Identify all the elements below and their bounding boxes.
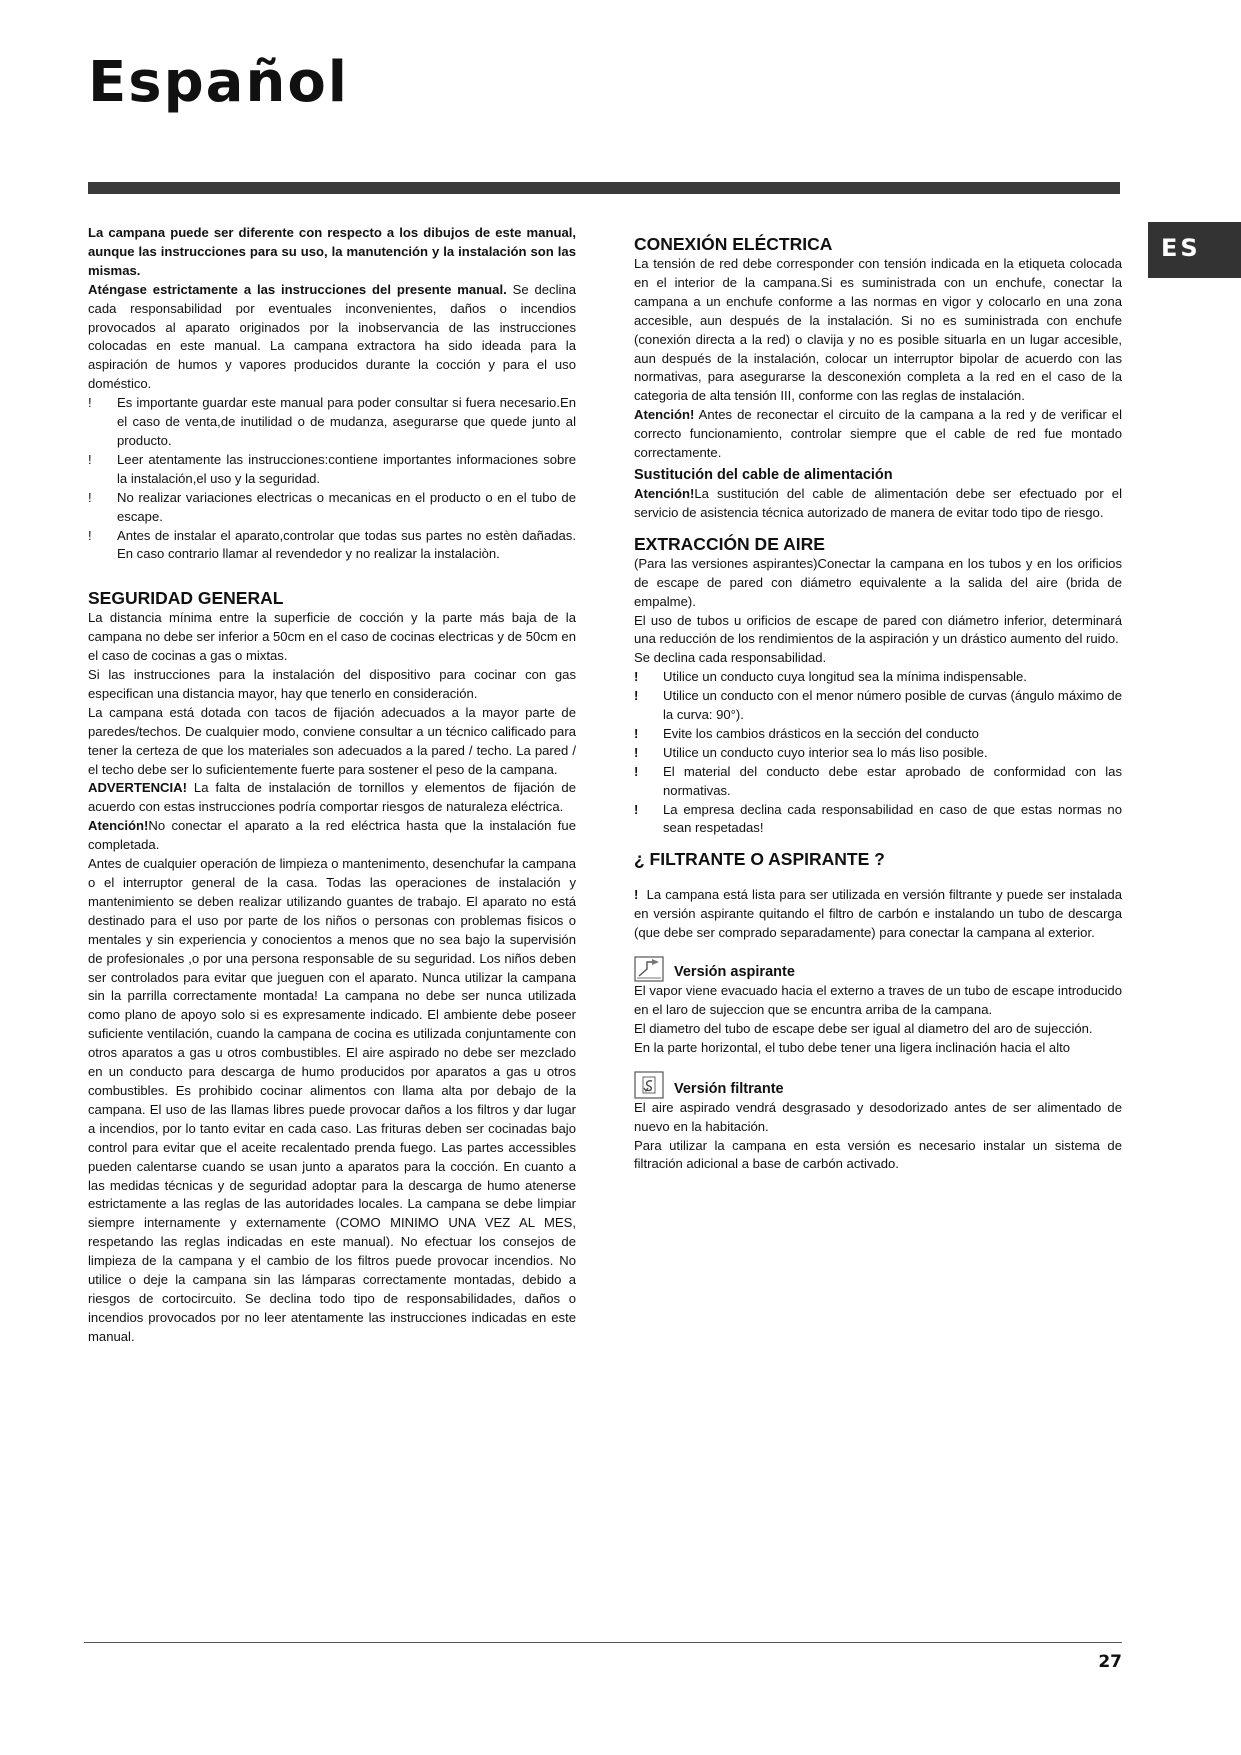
- duct-exhaust-icon: [634, 956, 664, 982]
- sub-heading-cable: Sustitución del cable de alimentación: [634, 466, 893, 483]
- filtrante-version-heading: Versión filtrante: [674, 1080, 784, 1097]
- seguridad-p2: Si las instrucciones para la instalación del dispositivo para cocinar con gas especifican una distancia mayor, hay que tenerlo en consideración.: [88, 667, 576, 701]
- seguridad-p3: La campana está dotada con tacos de fijación adecuados a la mayor parte de paredes/techos. De cualquier modo, conviene consultar a un técnico calificado para tener la certeza de que los materiales son adecuados a la pared / techo. La pared / el techo debe ser lo suficientemente fuerte para sostener el peso de la campana.: [88, 704, 576, 777]
- seguridad-p1: La distancia mínima entre la superficie de cocción y la parte más baja de la campana no debe ser inferior a 50cm en el caso de cocinas electricas y de 50cm en el caso de cocinas a gas o mixtas.: [88, 610, 576, 664]
- aspirante-p2: El diametro del tubo de escape debe ser igual al diametro del aro de sujección.: [634, 1020, 1093, 1036]
- aspirante-p1: El vapor viene evacuado hacia el externo a traves de un tubo de escape introducido en el laro de sujeccion que se encuntra arriba de la campana.: [634, 983, 1122, 1017]
- seguridad-p4: ADVERTENCIA! La falta de instalación de tornillos y elementos de fijación de acuerdo con estas instrucciones podría comportar riesgos de naturaleza eléctrica.: [88, 780, 576, 815]
- page-title: Español: [88, 50, 349, 115]
- header-divider: [88, 182, 1120, 194]
- extraccion-p2: El uso de tubos u orificios de escape de pared con diámetro inferior, determinará una reducción de los rendimientos de la aspiración y un drástico aumento del ruido.: [634, 612, 1122, 647]
- language-tab: ES: [1148, 222, 1241, 278]
- intro-notice: La campana puede ser diferente con respecto a los dibujos de este manual, aunque las instrucciones para su uso, la manutención y la instalación son las mismas.: [88, 225, 576, 278]
- section-heading-conexion: CONEXIÓN ELÉCTRICA: [634, 234, 833, 254]
- list-item: ! No realizar variaciones electricas o mecanicas en el producto o en el tubo de escape.: [88, 489, 576, 527]
- list-item: ! El material del conducto debe estar aprobado de conformidad con las normativas.: [634, 763, 1122, 801]
- list-item: ! Leer atentamente las instrucciones:contiene importantes informaciones sobre la instalación,el uso y la seguridad.: [88, 451, 576, 489]
- list-item: ! La empresa declina cada responsabilidad en caso de que estas normas no sean respetadas!: [634, 801, 1122, 839]
- filtrante-version-p2: Para utilizar la campana en esta versión es necesario instalar un sistema de filtración adicional a base de carbón activado.: [634, 1137, 1122, 1172]
- section-heading-filtrante: ¿ FILTRANTE O ASPIRANTE ?: [634, 849, 885, 870]
- intro-paragraph: Aténgase estrictamente a las instrucciones del presente manual. Se declina cada responsabilidad por eventuales inconvenientes, daños o incendios provocados al aparato originados por la inobservancia de las instrucciones colocadas en este manual. La campana extractora ha sido ideada para la aspiración de humos y vapores producidos durante la cocción y para el uso doméstico.: [88, 281, 576, 392]
- list-item: ! Utilice un conducto cuya longitud sea la mínima indispensable.: [634, 668, 1122, 687]
- list-item: ! Es importante guardar este manual para poder consultar si fuera necesario.En el caso de venta,de inutilidad o de mudanza, asegurarse que quede junto al producto.: [88, 394, 576, 451]
- seguridad-p5: Atención!No conectar el aparato a la red eléctrica hasta que la instalación fue completada.: [88, 818, 576, 853]
- list-item: ! Antes de instalar el aparato,controlar que todas sus partes no estèn dañadas. En caso contrario llamar al revendedor y no realizar la instalaciòn.: [88, 527, 576, 565]
- aspirante-heading: Versión aspirante: [674, 964, 795, 981]
- list-item: ! Utilice un conducto con el menor número posible de curvas (ángulo máximo de la curva: 90°).: [634, 687, 1122, 725]
- aspirante-header: [634, 956, 1122, 982]
- seguridad-p6: Antes de cualquier operación de limpieza o mantenimento, desenchufar la campana o el interruptor general de la casa. Todas las operaciones de instalación y mantenimiento se deben realizar utilizando guantes de trabajo. El aparato no está destinado para el uso por parte de los niños o personas con problemas fisicos o mentales y sin experiencia y conocientos a menos que no sea bajo la supervisión de profesionales ,o por una persona responsable de su seguridad. Los niños deben ser controlados para evitar que jueguen con el aparato. Nunca utilizar la campana sin la parrilla correctamente montada! La campana no debe ser nunca utilizada como plano de apoyo solo si es expresamente indicado. El ambiente debe poseer suficiente ventilación, cuando la campana de cocina es utilizada conjuntamente con otros aparatos a gas u otros combustibles. El aire aspirado no debe ser mezclado en un conducto para descarga de humo producidos por aparatos a gas u otros combustibles. Es prohibido cocinar alimentos con llama alta por debajo de la campana. El uso de las llamas libres puede provocar daños a los filtros y dar lugar a incendios, por lo tanto evitar en cada caso. Las frituras deben ser cocinadas bajo control para evitar que el aceite recalentado prenda fuego. Las partes accessibles pueden calentarse cuando se usan junto a aparatos para la cocción. En cuanto a las medidas técnicas y de seguridad adoptar para la descarga de humo atenerse estrictamente a las reglas de las autoridades locales. La campana se debe limpiar siempre internamente y externamente (COMO MINIMO UNA VEZ AL MES, respetando las reglas indicadas en este manual). No efectuar los consejos de limpieza de la campana y el cambio de los filtros puede provocar incendios. No utilice o deje la campana sin las lámparas correctamente montadas, debido a riesgos de cortocircuito. Se declina todo tipo de responsabilidades, daños o incendios provocados por no leer atentamente las instrucciones indicadas en este manual.: [88, 856, 576, 1344]
- recirculation-icon: [634, 1071, 664, 1099]
- extraccion-p1: (Para las versiones aspirantes)Conectar la campana en los tubos y en los orificios de escape de pared con diámetro equivalente a la salida del aire (brida de empalme).: [634, 555, 1122, 609]
- list-item: ! Utilice un conducto cuyo interior sea lo más liso posible.: [634, 744, 1122, 763]
- right-column: [634, 233, 1122, 1174]
- left-column: [88, 224, 576, 1347]
- filtrante-header: [634, 1071, 1122, 1099]
- aspirante-p3: En la parte horizontal, el tubo debe tener una ligera inclinación hacia el alto: [634, 1039, 1071, 1055]
- list-item: ! Evite los cambios drásticos en la sección del conducto: [634, 725, 1122, 744]
- extraccion-p3: Se declina cada responsabilidad.: [634, 650, 827, 666]
- footer-divider: [84, 1642, 1122, 1643]
- filtrante-p1: ! La campana está lista para ser utilizada en versión filtrante y puede ser instalada en versión aspirante quitando el filtro de carbón e instalando un tubo de descarga (que debe ser comprado separadamente) para conectar la campana al exterior.: [634, 887, 1122, 941]
- page-number: 27: [1098, 1652, 1122, 1672]
- section-heading-seguridad: SEGURIDAD GENERAL: [88, 588, 284, 609]
- conexion-p2: Atención! Antes de reconectar el circuito de la campana a la red y de verificar el correcto funcionamiento, controlar siempre que el cable de red fue montado correctamente.: [634, 407, 1122, 461]
- section-heading-extraccion: EXTRACCIÓN DE AIRE: [634, 533, 825, 554]
- extraccion-bullets: [634, 668, 1122, 838]
- intro-bullets: [88, 394, 576, 564]
- conexion-p1: La tensión de red debe corresponder con tensión indicada en la etiqueta colocada en el interior de la campana.Si es suministrada con un enchufe, conectar la campana a un enchufe conforme a las normas en vigor y colocarlo en una zona accesible, aun después de la instalación. Si no es suministrada con enchufe (conexión directa a la red) o clavija y no es posible situarla en un lugar accesible, aun después de la instalación, colocar un interruptor bipolar de acuerdo con las normativas, para asegurarse la desconexión completa a la red en el caso de la categoria de alta tensión III, conforme con las reglas de instalación.: [634, 256, 1122, 404]
- filtrante-version-p1: El aire aspirado vendrá desgrasado y desodorizado antes de ser alimentado de nuevo en la habitación.: [634, 1099, 1122, 1134]
- conexion-p3: Atención!La sustitución del cable de alimentación debe ser efectuado por el servicio de asistencia técnica autorizado de manera de evitar todo tipo de riesgo.: [634, 485, 1122, 520]
